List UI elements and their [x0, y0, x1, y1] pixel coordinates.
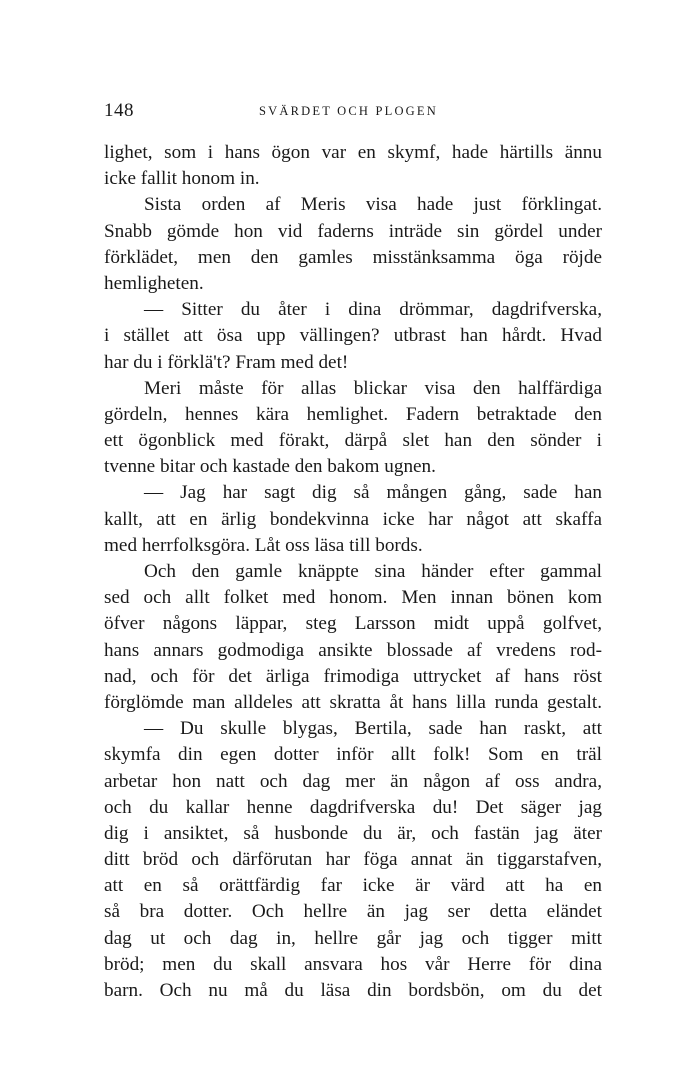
text-line: nad, och för det ärliga frimodiga uttrycket af hans röst	[104, 665, 602, 687]
text-line: dig i ansiktet, så husbonde du är, och fastän jag äter	[104, 822, 602, 844]
text-line: Meri måste för allas blickar visa den halffärdiga	[144, 377, 602, 399]
text-line: ditt bröd och därförutan har föga annat än tiggarstafven,	[104, 849, 602, 871]
text-line: tvenne bitar och kastade den bakom ugnen.	[104, 456, 436, 478]
text-line: — Jag har sagt dig så mången gång, sade han	[144, 482, 602, 504]
text-line: förglömde man alldeles att skratta åt hans lilla runda gestalt.	[104, 691, 602, 713]
text-line: hemligheten.	[104, 272, 204, 294]
text-line: — Du skulle blygas, Bertila, sade han raskt, att	[144, 718, 602, 740]
text-line: — Sitter du åter i dina drömmar, dagdrifverska,	[144, 299, 602, 321]
text-line: och du kallar henne dagdrifverska du! Det säger jag	[104, 796, 602, 818]
text-line: Sista orden af Meris visa hade just förklingat.	[144, 194, 602, 216]
text-line: i stället att ösa upp vällingen? utbrast han hårdt. Hvad	[104, 325, 602, 347]
text-line: bröd; men du skall ansvara hos vår Herre för dina	[104, 953, 602, 975]
text-line: lighet, som i hans ögon var en skymf, hade härtills ännu	[104, 142, 602, 163]
text-line: Snabb gömde hon vid faderns inträde sin gördel under	[104, 220, 602, 242]
text-line: barn. Och nu må du läsa din bordsbön, om du det	[104, 980, 602, 1001]
text-line: kallt, att en ärlig bondekvinna icke har något att skaffa	[104, 508, 602, 530]
text-line: med herrfolksgöra. Låt oss läsa till bords.	[104, 534, 423, 556]
text-line: skymfa din egen dotter inför allt folk! Som en träl	[104, 744, 602, 766]
text-line: hans annars godmodiga ansikte blossade af vredens rod-	[104, 639, 602, 661]
text-line: dag ut och dag in, hellre går jag och tigger mitt	[104, 927, 602, 949]
text-line: Och den gamle knäppte sina händer efter gammal	[144, 561, 602, 582]
running-head: SVÄRDET OCH PLOGEN	[259, 104, 438, 118]
text-line: arbetar hon natt och dag mer än någon af oss andra,	[104, 770, 602, 792]
text-line: förklädet, men den gamles misstänksamma öga röjde	[104, 246, 602, 268]
text-line: öfver någons läppar, steg Larsson midt uppå golfvet,	[104, 613, 602, 635]
text-line: har du i förklä't? Fram med det!	[104, 351, 349, 373]
text-line: ett ögonblick med förakt, därpå slet han den sönder i	[104, 430, 602, 452]
text-line: så bra dotter. Och hellre än jag ser detta eländet	[104, 901, 602, 923]
text-line: gördeln, hennes kära hemlighet. Fadern betraktade den	[104, 403, 602, 425]
text-line: att en så orättfärdig far icke är värd att ha en	[104, 875, 602, 897]
page-number: 148	[104, 100, 134, 121]
text-line: sed och allt folket med honom. Men innan bönen kom	[104, 587, 602, 609]
body-text	[104, 140, 602, 1004]
text-line: icke fallit honom in.	[104, 168, 260, 190]
page-header	[104, 100, 602, 140]
page-content	[104, 100, 602, 1004]
